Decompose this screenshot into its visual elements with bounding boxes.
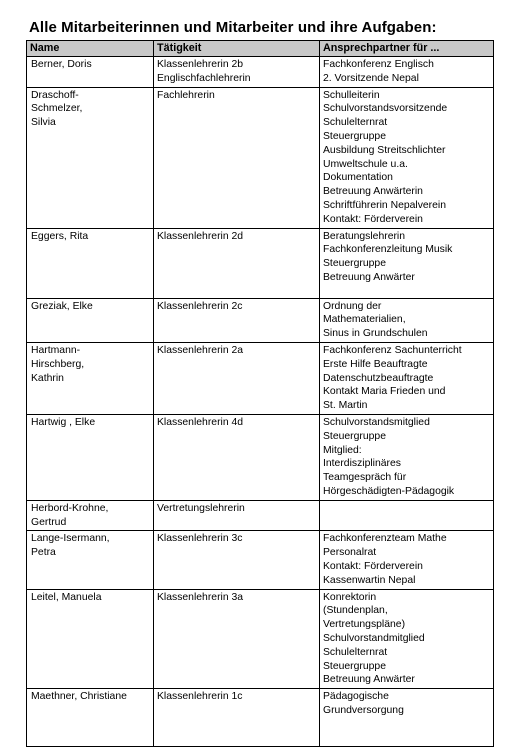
contact-cell <box>320 531 494 589</box>
name-cell <box>27 531 154 589</box>
cell-line: Eggers, Rita <box>31 230 89 242</box>
cell-line: Hirschberg, <box>31 358 85 370</box>
cell-line: Englischfachlehrerin <box>157 72 251 84</box>
cell-line: Klassenlehrerin 2c <box>157 300 243 312</box>
cell-line: Hartmann- <box>31 344 81 356</box>
cell-line: Kathrin <box>31 372 64 384</box>
cell-line: Pädagogische <box>323 691 389 703</box>
cell-line: Konrektorin <box>323 591 377 603</box>
cell-line: Betreuung Anwärter <box>323 674 415 686</box>
cell-line: Schulelternrat <box>323 117 388 129</box>
header-name: Name <box>27 41 154 57</box>
cell-line: Ausbildung Streitschlichter <box>323 144 446 156</box>
page-title: Alle Mitarbeiterinnen und Mitarbeiter und ihre Aufgaben: <box>29 19 437 36</box>
cell-line: Fachkonferenz Sachunterricht <box>323 344 462 356</box>
cell-line: Klassenlehrerin 2a <box>157 344 244 356</box>
role-cell <box>154 57 320 88</box>
cell-line: Sinus in Grundschulen <box>323 328 428 340</box>
role-cell <box>154 228 320 298</box>
cell-line: Maethner, Christiane <box>31 691 127 703</box>
cell-line: Berner, Doris <box>31 59 92 70</box>
cell-line: Greziak, Elke <box>31 300 93 312</box>
table-row <box>27 57 494 88</box>
cell-line: Fachlehrerin <box>157 89 215 101</box>
cell-line: Fachkonferenzteam Mathe <box>323 533 447 545</box>
contact-cell <box>320 228 494 298</box>
role-cell <box>154 689 320 747</box>
role-cell <box>154 342 320 414</box>
cell-line: Silvia <box>31 117 56 129</box>
table-row <box>27 689 494 747</box>
cell-line: Beratungslehrerin <box>323 230 406 242</box>
role-cell <box>154 87 320 228</box>
name-cell <box>27 689 154 747</box>
staff-table-body <box>27 57 494 747</box>
cell-line: Interdisziplinäres <box>323 458 401 470</box>
cell-line: 2. Vorsitzende Nepal <box>323 72 419 84</box>
name-cell <box>27 414 154 500</box>
contact-cell <box>320 414 494 500</box>
contact-cell <box>320 87 494 228</box>
name-cell <box>27 87 154 228</box>
staff-table <box>26 40 494 747</box>
name-cell <box>27 589 154 689</box>
name-cell <box>27 342 154 414</box>
table-row <box>27 342 494 414</box>
cell-line: Schulvorstandsvorsitzende <box>323 103 448 115</box>
cell-line: Kassenwartin Nepal <box>323 574 416 586</box>
cell-line: Mitglied: <box>323 444 362 456</box>
contact-cell <box>320 589 494 689</box>
cell-line: Schulvorstandsmitglied <box>323 416 430 428</box>
name-cell <box>27 298 154 342</box>
cell-line: Vertretungspläne) <box>323 619 406 631</box>
cell-line: Klassenlehrerin 4d <box>157 416 244 428</box>
cell-line: Steuergruppe <box>323 660 386 672</box>
cell-line: Steuergruppe <box>323 258 386 270</box>
table-row <box>27 500 494 531</box>
role-cell <box>154 500 320 531</box>
cell-line: Hartwig , Elke <box>31 416 96 428</box>
name-cell <box>27 57 154 88</box>
table-row <box>27 298 494 342</box>
role-cell <box>154 298 320 342</box>
role-cell <box>154 589 320 689</box>
contact-cell <box>320 342 494 414</box>
cell-line: Klassenlehrerin 3a <box>157 591 244 603</box>
cell-line: Ordnung der <box>323 300 382 312</box>
cell-line: Fachkonferenzleitung Musik <box>323 244 453 256</box>
contact-cell <box>320 500 494 531</box>
cell-line: Klassenlehrerin 3c <box>157 533 243 545</box>
cell-line: Schmelzer, <box>31 103 83 115</box>
cell-line: Draschoff- <box>31 89 79 101</box>
cell-line: Schulleiterin <box>323 89 380 101</box>
role-cell <box>154 414 320 500</box>
cell-line: Leitel, Manuela <box>31 591 102 603</box>
cell-line: Hörgeschädigten-Pädagogik <box>323 485 455 497</box>
contact-cell <box>320 689 494 747</box>
cell-line: Schulelternrat <box>323 646 388 658</box>
cell-line: Grundversorgung <box>323 704 404 716</box>
cell-line: Mathematerialien, <box>323 314 406 326</box>
cell-line: Gertrud <box>31 516 67 528</box>
table-row <box>27 228 494 298</box>
cell-line: Klassenlehrerin 1c <box>157 691 243 703</box>
cell-line: (Stundenplan, <box>323 605 388 617</box>
cell-line: Dokumentation <box>323 172 393 184</box>
table-row <box>27 589 494 689</box>
cell-line: Klassenlehrerin 2d <box>157 230 244 242</box>
cell-line: Kontakt Maria Frieden und <box>323 386 446 398</box>
header-role: Tätigkeit <box>154 41 320 57</box>
cell-line: Vertretungslehrerin <box>157 502 245 514</box>
cell-line: Klassenlehrerin 2b <box>157 59 244 70</box>
cell-line: Fachkonferenz Englisch <box>323 59 434 70</box>
table-row <box>27 531 494 589</box>
cell-line: St. Martin <box>323 400 368 412</box>
cell-line: Umweltschule u.a. <box>323 158 408 170</box>
cell-line: Lange-Isermann, <box>31 533 110 545</box>
cell-line: Erste Hilfe Beauftragte <box>323 358 428 370</box>
cell-line: Personalrat <box>323 547 377 559</box>
cell-line: Herbord-Krohne, <box>31 502 109 514</box>
table-row <box>27 414 494 500</box>
cell-line: Schulvorstandmitglied <box>323 632 425 644</box>
cell-line: Betreuung Anwärterin <box>323 186 423 198</box>
header-row <box>27 41 494 57</box>
cell-line: Schriftführerin Nepalverein <box>323 199 447 211</box>
header-contact: Ansprechpartner für ... <box>320 41 494 57</box>
name-cell <box>27 228 154 298</box>
cell-line: Steuergruppe <box>323 130 386 142</box>
contact-cell <box>320 298 494 342</box>
cell-line: Steuergruppe <box>323 430 386 442</box>
cell-line: Datenschutzbeauftragte <box>323 372 434 384</box>
cell-line: Betreuung Anwärter <box>323 271 415 283</box>
cell-line: Teamgespräch für <box>323 472 407 484</box>
name-cell <box>27 500 154 531</box>
contact-cell <box>320 57 494 88</box>
role-cell <box>154 531 320 589</box>
cell-line: Kontakt: Förderverein <box>323 213 423 225</box>
table-row <box>27 87 494 228</box>
cell-line: Petra <box>31 547 56 559</box>
cell-line: Kontakt: Förderverein <box>323 560 423 572</box>
